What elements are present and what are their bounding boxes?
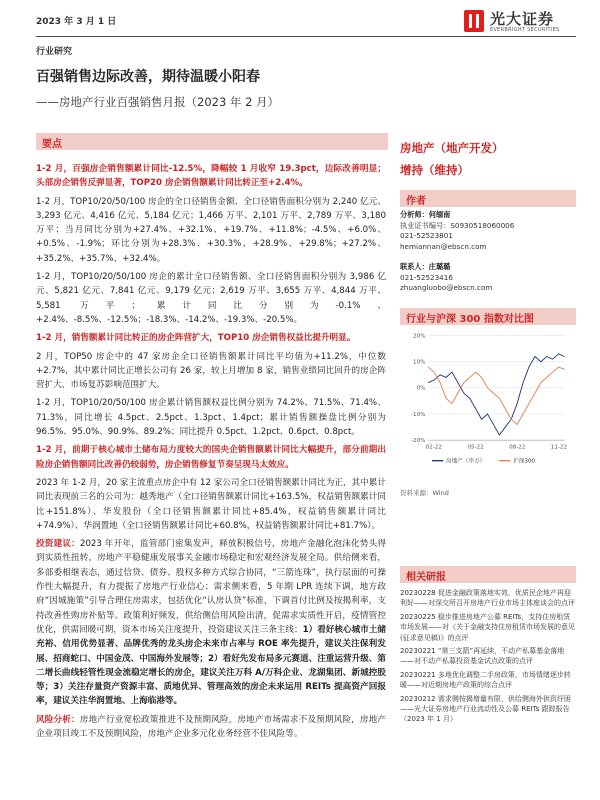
key-points-bar xyxy=(36,133,388,150)
paragraph: 1-2 月，TOP10/20/50/100 房企的全口径销售金额、全口径销售面积分别为 2,240 亿元、3,293 亿元、4,416 亿元、5,184 亿元；1,466 万平、2,101 万平、2,789 万平、3,180 万平；当月同比分别为+27.4%、+32.1%、+19.7%、+11.8%；-4.5%、+6.0%、+0.5%、-1.9%；环比分别为+28.3%、+30.3%、+28.9%、+29.8%；+27.2%、+35.2%、+35.7%、+32.4%。 xyxy=(36,196,386,264)
paragraph: 1-2 月，TOP10/20/50/100 房企累计销售额权益比例分别为 74.2%、71.5%、71.4%、71.3%，同比增长 4.5pct、2.5pct、1.3pct、1.4pct；累计销售额操盘比例分别为 96.5%、95.0%、90.9%、89.2%；同比提升 0.5pct、1.2pct、0.6pct、0.8pct。 xyxy=(36,398,386,438)
legend-label: 房地产（申万） xyxy=(446,458,486,465)
paragraph: 2023 年 1-2 月，20 家主流重点房企中有 12 家公司全口径销售额累计同比为正，其中累计同比表现前三名的公司为：越秀地产（全口径销售额累计同比+163.5%，权益销售额累计同比+151.8%）、华发股份（全口径销售额累计同比+85.4%，权益销售额累计同比+74.9%）、华润置地（全口径销售额累计同比+60.8%，权益销售额累计同比+81.7%）。 xyxy=(36,477,386,531)
chart-label: 行业与沪深 300 指数对比图 xyxy=(406,314,534,325)
x-tick-label: 05-22 xyxy=(467,444,484,451)
analyst-info xyxy=(400,210,576,252)
y-tick-label: 10% xyxy=(413,359,426,366)
investment-advice xyxy=(36,537,386,709)
section-highlight: 1-2 月，销售额累计同比转正的房企阵营扩大，TOP10 房企销售权益比提升明显。 xyxy=(36,333,356,344)
contact-phone: 021-52523416 xyxy=(400,272,453,282)
analyst-cert: 执业证书编号：S0930518060006 xyxy=(400,220,515,230)
risk-analysis-text: 房地产行业宽松政策推进不及预期风险，房地产市场需求不及预期风险，房地产企业项目竣工不及预期风险，房地产企业多元化业务经营不佳风险等。 xyxy=(36,714,386,739)
contact-info xyxy=(400,262,576,294)
logo-subtext: EVERBRIGHT SECURITIES xyxy=(490,27,560,33)
rating: 增持（维持） xyxy=(400,163,469,177)
page-subtitle: ——房地产行业百强销售月报（2023 年 2 月） xyxy=(36,95,280,109)
series-line-real-estate xyxy=(428,354,564,435)
x-tick-label: 08-22 xyxy=(509,444,526,451)
summary-highlight: 1-2 月，百强房企销售额累计同比-12.5%，降幅较 1 月收窄 19.3pct，边际改善明显；头部房企销售反弹显著，TOP20 房企销售额累计同比转正至+2.4%。 xyxy=(36,164,386,189)
related-report-item[interactable]: 20230221 多地优化调整二手房政策，市场情绪逐步转暖——对近期房地产政策的综合点评 xyxy=(400,670,571,690)
paragraph: 2 月，TOP50 房企中的 47 家房企全口径销售额累计同比平均值为+11.2%，中位数+2.7%，其中累计同比正增长公司有 26 家，较上月增加 8 家，销售业绩同比回升的房企阵营扩大，市场复苏影响范围扩大。 xyxy=(36,351,386,391)
analyst-email[interactable]: hemiannan@ebscn.com xyxy=(400,241,487,251)
contact-email[interactable]: zhuangluobo@ebscn.com xyxy=(400,283,493,292)
x-tick-label: 11-22 xyxy=(550,444,568,451)
analyst-name: 分析师：何缅南 xyxy=(400,210,451,219)
legend-label: 沪深300 xyxy=(513,458,536,465)
reports-bar xyxy=(400,566,576,583)
y-tick-label: -20% xyxy=(411,438,426,444)
authors-bar xyxy=(400,190,576,207)
risk-analysis-label: 风险分析： xyxy=(36,714,80,725)
chart-source: 资料来源：Wind xyxy=(400,489,449,497)
reports-label: 相关研报 xyxy=(406,572,446,583)
sector-name: 房地产（地产开发） xyxy=(400,141,504,155)
key-points-label: 要点 xyxy=(42,139,62,150)
analyst-phone: 021-52523801 xyxy=(400,231,453,240)
related-report-item[interactable]: 20230225 稳步推进房地产公募 REITs，支持住房租赁市场发展——对《关于金融支持住房租赁市场发展的意见(征求意见稿)》的点评 xyxy=(400,612,575,642)
logo xyxy=(464,6,574,38)
related-report-item[interactable]: 20230221 “第三支箭”再延续，不动产私募基金落地——对不动产私募投资基金试点政策的点评 xyxy=(400,647,565,666)
y-tick-label: 0% xyxy=(416,385,426,392)
authors-label: 作者 xyxy=(406,196,426,207)
contact-name: 联系人：庄璐璐 xyxy=(400,262,451,271)
y-tick-label: -10% xyxy=(411,411,426,418)
logo-text: 光大证券 xyxy=(490,10,555,28)
investment-advice-lines: 1）看好核心城市土储充裕、信用优势显著、品牌优秀的龙头房企未来市占率与 ROE 率先提升，建议关注保利发展、招商蛇口、中国金茂、中国海外发展等；2）看好先发布局多元赛道、注重运营升级、第二增长曲线轻管性现金流稳定增长的房企，建议关注万科 A/万科企业、龙湖集团、新城控股等；3）关注存量资产资源丰富、质地优异、管理高效的房企未来运用 REITs 提高资产回报率，建议关注华润置地、上海临港等。 xyxy=(36,624,386,707)
logo-icon xyxy=(464,10,484,32)
related-report-item[interactable]: 20230212 需求侧按揭增量有限，供给侧海外供资纾困——光大证券房地产行业流动性及公募 REITs 跟踪报告（2023 年 1 月） xyxy=(400,694,571,724)
investment-advice-text: 2023 年开年，监管部门密集发声，释放积极信号，房地产金融化泡沫化势头得到实质性扭转，房地产平稳健康发展事关金融市场稳定和宏观经济发展全局。供给侧来看，多部委相继表态，通过信贷、债券、股权多种方式综合协同，“三箭连珠”，执行层面的可操作性大幅提升，有力提振了房地产行业信心；需求侧来看，5 年期 LPR 连续下调，地方政府“因城施策”引导合理住房需求，包括优化“认房认贷”标准，下调首付比例及按揭利率，支持改善性购房补贴等。政策利好频发，供给侧信用风险出清，促需求实质性开启，疫情管控优化，供需回暖可期，资本市场关注度提升，投资建议关注三条主线： xyxy=(36,539,386,635)
section-highlight: 1-2 月，前期于核心城市土储布局力度较大的国央企销售额累计同比大幅提升，部分前期出险房企销售额同比改善仍较弱势，房企销售修复节奏呈现马太效应。 xyxy=(36,445,386,470)
related-reports xyxy=(400,588,576,728)
investment-advice-label: 投资建议： xyxy=(36,539,80,550)
risk-analysis xyxy=(36,713,386,742)
x-tick-label: 02-22 xyxy=(425,444,442,451)
related-report-item[interactable]: 20230228 促进金融政策落地实效，优质民企地产再迎利好——对深交所召开房地产行业市场主体座谈会的点评 xyxy=(400,589,575,608)
page-title: 百强销售边际改善，期待温暖小阳春 xyxy=(36,69,260,85)
paragraph: 1-2 月，TOP10/20/50/100 房企的累计全口径销售额、全口径销售面积分别为 3,986 亿元、5,821 亿元、7,841 亿元、9,179 亿元；2,619 万平、3,655 万平、4,844 万平、5,581 万平；累计同比分别为-0.1%、+2.4%、-8.5%、-12.5%；-18.3%、-14.2%、-19.3%、-20.5%。 xyxy=(36,272,386,325)
report-date: 2023 年 3 月 1 日 xyxy=(36,17,117,27)
y-tick-label: 20% xyxy=(413,333,426,340)
header-divider xyxy=(36,36,576,37)
index-comparison-chart xyxy=(400,330,576,470)
category-label: 行业研究 xyxy=(36,47,73,57)
main-content xyxy=(36,162,386,745)
chart-bar xyxy=(400,308,576,325)
